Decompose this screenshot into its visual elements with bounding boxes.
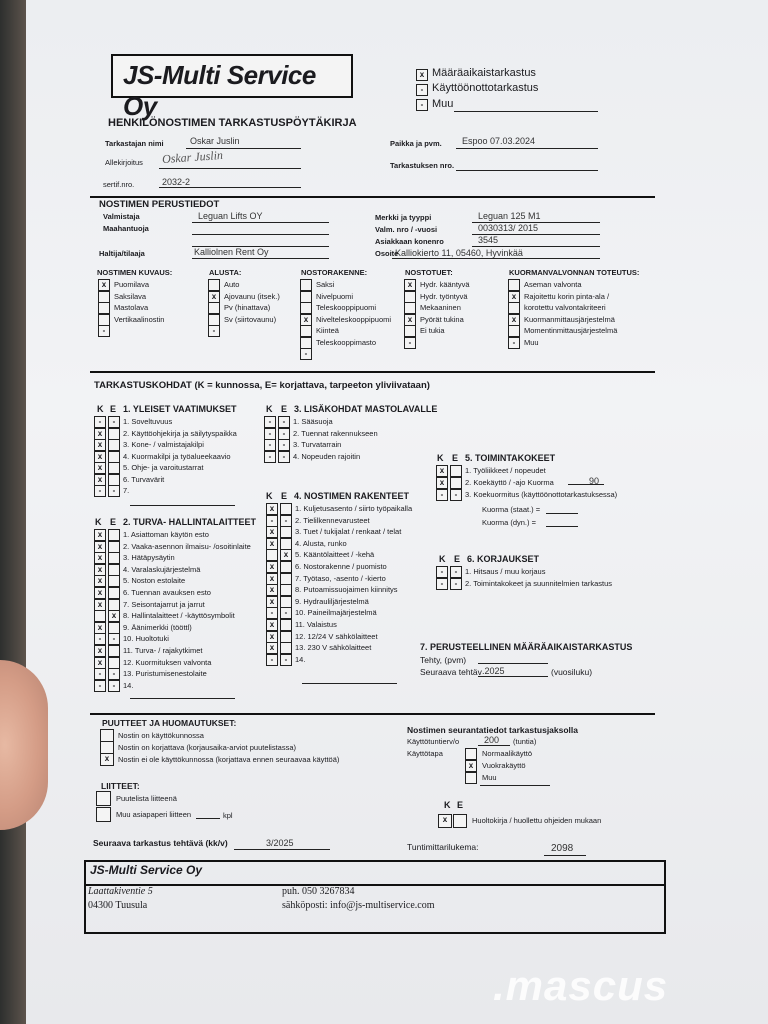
sec4-row-3-label: 3. Tuet / tukijalat / renkaat / telat (295, 527, 402, 537)
sec4-row-9-k[interactable]: x (266, 596, 278, 608)
sec2-row-8-k[interactable] (94, 610, 106, 622)
sec4-row-7-e[interactable] (280, 573, 292, 585)
sec2-row-6-e[interactable] (108, 587, 120, 599)
remark-label-2: Nostin on korjattava (korjausaika-arviot puutelistassa) (118, 743, 296, 752)
sec4-row-4-e[interactable] (280, 538, 292, 550)
sec2-row-4-e[interactable] (108, 564, 120, 576)
monitoring-title: Nostimen seurantatiedot tarkastusjaksolla (407, 725, 579, 735)
footer-street: Laattakiventie 5 (88, 886, 153, 897)
sec4-row-7-label: 7. Työtaso, -asento / -kierto (295, 573, 386, 583)
category-3-label-2: Nivelpuomi (316, 291, 354, 301)
sec2-row-3-k[interactable]: x (94, 552, 106, 564)
category-title-lifting-structure: NOSTORAKENNE: (301, 268, 368, 277)
sec4-k-header: K (266, 491, 273, 501)
hours-label: Käyttötuntierv/o (407, 737, 460, 746)
category-1-label-3: Mastolava (114, 303, 149, 312)
sec4-row-8-e[interactable] (280, 584, 292, 596)
sec4-row-13-label: 13. 230 V sähkölaitteet (295, 643, 372, 653)
category-5-label-2: Rajoitettu korin pinta-ala / (524, 291, 610, 301)
sec4-e-header: E (281, 491, 288, 501)
category-title-description: NOSTIMEN KUVAUS: (97, 268, 173, 277)
sec2-row-1-e[interactable] (108, 529, 120, 541)
next-inspection-label: Seuraava tarkastus tehtävä (kk/v) (93, 838, 228, 848)
service-label: Huoltokirja / huollettu ohjeiden mukaan (472, 816, 602, 825)
sec1-row-6-label: 6. Turvavärit (123, 474, 165, 484)
category-3-checkbox-7[interactable]: - (300, 348, 312, 360)
remarks-title: PUUTTEET JA HUOMAUTUKSET: (102, 718, 237, 728)
category-3-checkbox-6[interactable] (300, 337, 312, 349)
hour-meter-value[interactable]: 2098 (551, 843, 574, 854)
sec4-row-5-e[interactable]: x (280, 549, 292, 561)
remark-checkbox-3[interactable]: x (100, 753, 114, 766)
inspector-label: Tarkastajan nimi (105, 139, 164, 148)
sec2-row-2-label: 2. Vaaka-asennon ilmaisu- /osoitinlaite (123, 541, 251, 551)
brand-value[interactable]: Leguan 125 M1 (478, 211, 541, 221)
category-1-label-2: Saksilava (114, 291, 147, 301)
sec2-row-8-e[interactable]: x (108, 610, 120, 622)
category-4-checkbox-3[interactable] (404, 302, 416, 314)
sec2-row-14-e[interactable]: - (108, 680, 120, 692)
sec4-row-10-k[interactable]: - (266, 607, 278, 619)
sec2-row-9-label: 9. Äänimerkki (tööttl) (123, 622, 192, 632)
sec1-row-1-label: 1. Soveltuvuus (123, 417, 173, 426)
category-1-checkbox-3[interactable] (98, 302, 110, 314)
sec5-row-2-label: 2. Koekäyttö / -ajo Kuorma (465, 478, 554, 488)
place-value[interactable]: Espoo 07.03.2024 (462, 136, 536, 146)
category-4-label-1: Hydr. kääntyvä (420, 280, 470, 289)
sec1-row-6-k[interactable]: x (94, 474, 106, 486)
category-4-checkbox-5[interactable] (404, 325, 416, 337)
sec1-title: 1. YLEISET VAATIMUKSET (123, 404, 237, 414)
footer-box (84, 860, 666, 934)
category-5-label-1: Aseman valvonta (524, 280, 582, 289)
sec3-row-3-e[interactable]: - (278, 439, 290, 451)
sec4-row-11-e[interactable] (280, 619, 292, 631)
type-label-1: Määräaikaistarkastus (432, 67, 536, 79)
sec2-row-12-label: 12. Kuormituksen valvonta (123, 657, 212, 667)
static-load-label: Kuorma (staat.) = (482, 505, 541, 514)
sec1-row-4-label: 4. Kuormakilpi ja työalueekaavio (123, 451, 231, 461)
category-5-checkbox-5[interactable] (508, 325, 520, 337)
sec2-row-5-k[interactable]: x (94, 575, 106, 587)
type-label-2: Käyttöönottotarkastus (432, 82, 539, 94)
sec4-row-2-k[interactable]: - (266, 515, 278, 527)
cert-label: sertif.nro. (103, 180, 135, 189)
sec2-row-11-label: 11. Turva- / rajakytkimet (123, 646, 203, 655)
sec4-row-12-label: 12. 12/24 V sähkölaitteet (295, 631, 378, 641)
place-label: Paikka ja pvm. (390, 139, 442, 148)
sec4-row-7-k[interactable]: x (266, 573, 278, 585)
sec2-row-8-label: 8. Hallintalaitteet / -käyttösymbolit (123, 611, 235, 621)
sec4-row-11-k[interactable]: x (266, 619, 278, 631)
usage-label-1: Normaalikäyttö (482, 749, 533, 758)
attachment-label-1: Puutelista liitteenä (116, 794, 177, 803)
sec6-row-1-label: 1. Hitsaus / muu korjaus (465, 567, 546, 576)
sec2-row-7-label: 7. Seisontajarrut ja jarrut (123, 599, 205, 609)
address-label: Osoite (375, 249, 399, 258)
category-title-chassis: ALUSTA: (209, 268, 242, 277)
sec4-row-13-e[interactable] (280, 642, 292, 654)
sec2-row-4-label: 4. Varalaskujärjestelmä (123, 564, 201, 574)
sec6-e-header: E (454, 554, 461, 564)
sec4-row-6-e[interactable] (280, 561, 292, 573)
sec5-row-1-label: 1. Työliikkeet / nopeudet (465, 466, 546, 475)
customer-label: Asiakkaan konenro (375, 237, 444, 246)
sec7-next-label: Seuraava tehtäv (420, 667, 482, 677)
sec1-row-4-k[interactable]: x (94, 451, 106, 463)
category-title-supports: NOSTOTUET: (405, 268, 453, 277)
sec4-row-2-label: 2. Tielilkennevarusteet (295, 515, 370, 525)
footer-company: JS-Multi Service Oy (90, 863, 203, 877)
signature-label: Allekirjoitus (105, 158, 143, 167)
sec1-row-5-k[interactable]: x (94, 462, 106, 474)
service-k-header: K (444, 800, 451, 810)
basic-info-title: NOSTIMEN PERUSTIEDOT (99, 199, 220, 210)
serial-label: Valm. nro / -vuosi (375, 225, 438, 234)
sec4-row-12-e[interactable] (280, 631, 292, 643)
sec4-row-1-e[interactable] (280, 503, 292, 515)
sec2-row-13-label: 13. Puristumisenestolaite (123, 669, 207, 679)
category-3-checkbox-1[interactable] (300, 279, 312, 291)
sec2-row-4-k[interactable]: x (94, 564, 106, 576)
sec4-row-6-label: 6. Nostorakenne / puomisto (295, 562, 387, 571)
sec3-row-1-label: 1. Sääsuoja (293, 417, 333, 426)
sec6-row-2-k[interactable]: - (436, 578, 448, 590)
type-checkbox-1[interactable]: x (416, 69, 428, 81)
sec2-row-14-label: 14. (123, 680, 134, 690)
category-1-checkbox-5[interactable]: - (98, 325, 110, 337)
sec4-row-4-label: 4. Alusta, runko (295, 538, 347, 548)
sec2-row-3-e[interactable] (108, 552, 120, 564)
sec3-e-header: E (281, 404, 288, 414)
sec4-row-10-label: 10. Paineilmajärjestelmä (295, 608, 377, 618)
sec5-row-3-e[interactable]: - (450, 489, 462, 501)
footer-phone: puh. 050 3267834 (282, 886, 355, 897)
sec4-row-5-k[interactable] (266, 549, 278, 561)
sec1-row-4-e[interactable] (108, 451, 120, 463)
sec2-title: 2. TURVA- HALLINTALAITTEET (123, 517, 256, 527)
sec3-row-1-e[interactable]: - (278, 416, 290, 428)
watermark: .mascus (493, 962, 669, 1009)
sec4-row-2-e[interactable]: - (280, 515, 292, 527)
usage-label-2: Vuokrakäyttö (482, 761, 526, 770)
sec2-e-header: E (110, 517, 117, 527)
sec5-row-3-k[interactable]: - (436, 489, 448, 501)
sec1-row-2-label: 2. Käyttöohjekirja ja säilytyspaikka (123, 428, 237, 438)
sec2-row-13-k[interactable]: - (94, 668, 106, 680)
category-3-checkbox-5[interactable] (300, 325, 312, 337)
category-2-checkbox-1[interactable] (208, 279, 220, 291)
sec2-row-7-e[interactable] (108, 599, 120, 611)
category-5-checkbox-2[interactable]: x (508, 291, 520, 303)
customer-value[interactable]: 3545 (478, 235, 499, 245)
category-3-label-3: Teleskooppipuomi (316, 303, 377, 312)
sec4-row-14-label: 14. (295, 654, 306, 664)
sec4-row-9-e[interactable] (280, 596, 292, 608)
sec4-row-5-label: 5. Kääntölaitteet / -kehä (295, 550, 375, 560)
category-2-checkbox-5[interactable]: - (208, 325, 220, 337)
category-2-label-1: Auto (224, 280, 240, 289)
sec5-row-3-label: 3. Koekuormitus (käyttöönottotarkastuksessa) (465, 490, 618, 500)
sec2-row-10-label: 10. Huoltotuki (123, 634, 169, 644)
next-inspection-value[interactable]: 3/2025 (266, 838, 294, 848)
category-2-label-2: Ajovaunu (itsek.) (224, 291, 280, 301)
category-4-label-5: Ei tukia (420, 326, 445, 335)
sec1-row-7-label: 7. (123, 486, 130, 495)
category-title-load-monitoring: KUORMANVALVONNAN TOTEUTUS: (509, 268, 640, 277)
sec3-row-3-k[interactable]: - (264, 439, 276, 451)
sec3-row-1-k[interactable]: - (264, 416, 276, 428)
report-number-label: Tarkastuksen nro. (390, 161, 455, 170)
sec3-row-2-label: 2. Tuennat rakennukseen (293, 428, 378, 438)
service-k-checkbox[interactable]: x (438, 814, 452, 828)
sec1-row-3-k[interactable]: x (94, 439, 106, 451)
category-4-checkbox-6[interactable]: - (404, 337, 416, 349)
maker-value[interactable]: Leguan Lifts OY (198, 211, 263, 221)
cert-value[interactable]: 2032-2 (162, 177, 191, 187)
category-5-label-3: korotettu valvontakriteeri (524, 303, 606, 312)
sec1-k-header: K (97, 404, 104, 414)
sec2-row-9-k[interactable]: x (94, 622, 106, 634)
sec2-row-1-k[interactable]: x (94, 529, 106, 541)
brand-label: Merkki ja tyyppi (375, 213, 432, 222)
category-2-checkbox-3[interactable] (208, 302, 220, 314)
category-4-checkbox-1[interactable]: x (404, 279, 416, 291)
category-5-checkbox-1[interactable] (508, 279, 520, 291)
category-5-label-5: Momentinmittausjärjestelmä (524, 326, 618, 335)
sec3-title: 3. LISÄKOHDAT MASTOLAVALLE (294, 404, 438, 414)
sec4-row-12-k[interactable]: x (266, 631, 278, 643)
owner-label: Haltija/tilaaja (99, 249, 145, 258)
signature: Oskar Juslin (161, 147, 224, 167)
sec2-row-3-label: 3. Hätäpysäytin (123, 553, 175, 563)
importer-label: Maahantuoja (103, 224, 149, 233)
inspector-value[interactable]: Oskar Juslin (190, 136, 240, 146)
sec4-row-8-label: 8. Putoamissuojaimen kiinnitys (295, 585, 398, 595)
sec2-row-2-k[interactable]: x (94, 541, 106, 553)
usage-checkbox-2[interactable]: x (465, 760, 477, 772)
sec4-row-8-k[interactable]: x (266, 584, 278, 596)
sec2-row-12-e[interactable] (108, 657, 120, 669)
type-label-3: Muu (432, 98, 454, 110)
sec5-e-header: E (452, 453, 459, 463)
sec2-row-6-k[interactable]: x (94, 587, 106, 599)
sec5-row-1-e[interactable] (450, 465, 462, 477)
category-1-checkbox-1[interactable]: x (98, 279, 110, 291)
sec7-next-value[interactable]: .2025 (482, 666, 505, 676)
category-5-checkbox-4[interactable]: x (508, 314, 520, 326)
hour-meter-label: Tuntimittarilukema: (407, 842, 479, 852)
sec5-row-2-e[interactable] (450, 477, 462, 489)
sec7-title: 7. PERUSTEELLINEN MÄÄRÄAIKAISTARKASTUS (420, 642, 633, 652)
sec1-row-2-k[interactable]: x (94, 428, 106, 440)
type-checkbox-3[interactable]: - (416, 99, 428, 111)
service-e-checkbox[interactable] (453, 814, 467, 828)
dynamic-load-label: Kuorma (dyn.) = (482, 518, 536, 527)
remark-label-1: Nostin on käyttökunnossa (118, 731, 204, 740)
sec4-row-14-k[interactable]: - (266, 654, 278, 666)
category-3-checkbox-4[interactable]: x (300, 314, 312, 326)
service-e-header: E (457, 800, 464, 810)
sec6-row-2-label: 2. Toimintakokeet ja suunnitelmien tarkastus (465, 579, 613, 588)
category-2-checkbox-2[interactable]: x (208, 291, 220, 303)
checkpoints-title: TARKASTUSKOHDAT (K = kunnossa, E= korjattava, tarpeeton yliviivataan) (94, 380, 430, 391)
category-4-label-3: Mekaaninen (420, 303, 461, 312)
sec3-row-4-k[interactable]: - (264, 451, 276, 463)
hours-value[interactable]: 200 (484, 735, 500, 745)
sec5-k-header: K (437, 453, 444, 463)
sec1-row-1-k[interactable]: - (94, 416, 106, 428)
category-4-checkbox-2[interactable] (404, 291, 416, 303)
sec3-row-2-e[interactable]: - (278, 428, 290, 440)
footer-email: sähköposti: info@js-multiservice.com (282, 900, 435, 911)
category-1-label-4: Vertikaalinostin (114, 314, 165, 324)
sec4-row-6-k[interactable]: x (266, 561, 278, 573)
category-4-label-4: Pyörät tukina (420, 314, 464, 324)
category-2-checkbox-4[interactable] (208, 314, 220, 326)
attachment-checkbox-1[interactable] (96, 791, 111, 806)
sec1-row-7-k[interactable]: - (94, 485, 106, 497)
sec4-row-3-e[interactable] (280, 526, 292, 538)
sec4-row-9-label: 9. Hydrauliljärjestelmä (295, 596, 369, 606)
sec1-row-5-label: 5. Ohje- ja varoitustarrat (123, 463, 204, 472)
sec4-row-13-k[interactable]: x (266, 642, 278, 654)
sec3-k-header: K (266, 404, 273, 414)
sec1-row-3-e[interactable] (108, 439, 120, 451)
category-1-checkbox-2[interactable] (98, 291, 110, 303)
sec4-title: 4. NOSTIMEN RAKENTEET (294, 491, 410, 501)
sec4-row-14-e[interactable]: - (280, 654, 292, 666)
sec2-row-5-e[interactable] (108, 575, 120, 587)
attachment-label-2: Muu asiapaperi liitteen (116, 810, 192, 819)
sec2-row-13-e[interactable]: - (108, 668, 120, 680)
sec4-row-1-k[interactable]: x (266, 503, 278, 515)
attachment-unit: kpl (223, 811, 233, 820)
sec1-row-3-label: 3. Kone- / valmistajakilpi (123, 440, 204, 449)
sec2-row-1-label: 1. Asiattoman käytön esto (123, 530, 209, 539)
type-checkbox-2[interactable]: - (416, 84, 428, 96)
sec2-row-10-e[interactable]: - (108, 633, 120, 645)
sec2-row-2-e[interactable] (108, 541, 120, 553)
sec4-row-3-k[interactable]: x (266, 526, 278, 538)
sec5-row-2-value[interactable]: 90 (589, 476, 600, 487)
remark-label-3: Nostin ei ole käyttökunnossa (korjattava ennen seuraavaa käyttöä) (118, 755, 340, 764)
category-2-label-3: Pv (hinattava) (224, 303, 271, 312)
sec4-row-11-label: 11. Valaistus (295, 620, 337, 629)
company-logo: JS-Multi Service Oy (111, 54, 353, 98)
sec6-title: 6. KORJAUKSET (467, 554, 540, 564)
sec1-row-5-e[interactable] (108, 462, 120, 474)
attachment-checkbox-2[interactable] (96, 807, 111, 822)
sec4-row-4-k[interactable]: x (266, 538, 278, 550)
sec3-row-2-k[interactable]: - (264, 428, 276, 440)
sec2-row-11-k[interactable]: x (94, 645, 106, 657)
category-4-checkbox-4[interactable]: x (404, 314, 416, 326)
sec2-row-6-label: 6. Tuennan avauksen esto (123, 588, 211, 597)
category-5-label-4: Kuormanmittausjärjestelmä (524, 314, 615, 324)
category-3-label-4: Nivelteleskooppipuomi (316, 314, 392, 324)
category-3-checkbox-3[interactable] (300, 302, 312, 314)
maker-label: Valmistaja (103, 212, 140, 221)
category-2-label-4: Sv (siirtovaunu) (224, 314, 277, 324)
sec1-row-1-e[interactable]: - (108, 416, 120, 428)
sec5-row-2-k[interactable]: x (436, 477, 448, 489)
sec6-row-2-e[interactable]: - (450, 578, 462, 590)
category-5-checkbox-6[interactable]: - (508, 337, 520, 349)
category-1-checkbox-4[interactable] (98, 314, 110, 326)
category-3-checkbox-2[interactable] (300, 291, 312, 303)
address-value[interactable]: Kalliokierto 11, 05460, Hyvinkää (395, 248, 523, 258)
sec2-k-header: K (95, 517, 102, 527)
attachments-title: LIITTEET: (101, 781, 140, 791)
sec1-row-2-e[interactable] (108, 428, 120, 440)
sec7-next-suffix: (vuosiluku) (551, 667, 593, 677)
sec3-row-4-label: 4. Nopeuden rajoitin (293, 451, 361, 461)
sec7-done-label: Tehty, (pvm) (420, 655, 467, 665)
serial-value[interactable]: 0030313/ 2015 (478, 223, 539, 233)
category-4-label-2: Hydr. työntyvä (420, 291, 468, 301)
sec2-row-10-k[interactable]: - (94, 633, 106, 645)
category-3-label-6: Teleskooppimasto (316, 337, 377, 347)
sec6-row-1-e[interactable]: - (450, 566, 462, 578)
inspection-form-paper (26, 0, 768, 1024)
form-title: HENKILÖNOSTIMEN TARKASTUSPÖYTÄKIRJA (108, 117, 357, 129)
sec1-row-7-e[interactable]: - (108, 485, 120, 497)
sec1-e-header: E (110, 404, 117, 414)
sec3-row-4-e[interactable]: - (278, 451, 290, 463)
category-3-label-1: Saksi (316, 280, 335, 289)
sec6-k-header: K (439, 554, 446, 564)
category-5-label-6: Muu (524, 337, 539, 347)
sec1-row-6-e[interactable] (108, 474, 120, 486)
sec6-row-1-k[interactable]: - (436, 566, 448, 578)
category-3-label-5: Kiinteä (316, 326, 339, 335)
usage-label-3: Muu (482, 773, 497, 782)
sec2-row-12-k[interactable]: x (94, 657, 106, 669)
sec2-row-7-k[interactable]: x (94, 599, 106, 611)
sec2-row-9-e[interactable] (108, 622, 120, 634)
usage-checkbox-1[interactable] (465, 748, 477, 760)
sec5-title: 5. TOIMINTAKOKEET (465, 453, 556, 463)
category-1-label-1: Puomilava (114, 280, 150, 289)
sec2-row-5-label: 5. Noston estolaite (123, 576, 186, 586)
sec4-row-1-label: 1. Kuljetusasento / siirto työpaikalla (295, 504, 413, 513)
sec3-row-3-label: 3. Turvatarrain (293, 440, 342, 449)
sec5-row-1-k[interactable]: x (436, 465, 448, 477)
sec2-row-11-e[interactable] (108, 645, 120, 657)
usage-label: Käyttötapa (407, 749, 443, 758)
usage-checkbox-3[interactable] (465, 772, 477, 784)
hours-unit: (tuntia) (513, 737, 537, 746)
sec4-row-10-e[interactable]: - (280, 607, 292, 619)
sec2-row-14-k[interactable]: - (94, 680, 106, 692)
thumb (0, 660, 48, 830)
category-5-checkbox-3[interactable] (508, 302, 520, 314)
owner-value[interactable]: Kalliolnen Rent Oy (194, 247, 269, 257)
footer-city: 04300 Tuusula (88, 900, 148, 911)
